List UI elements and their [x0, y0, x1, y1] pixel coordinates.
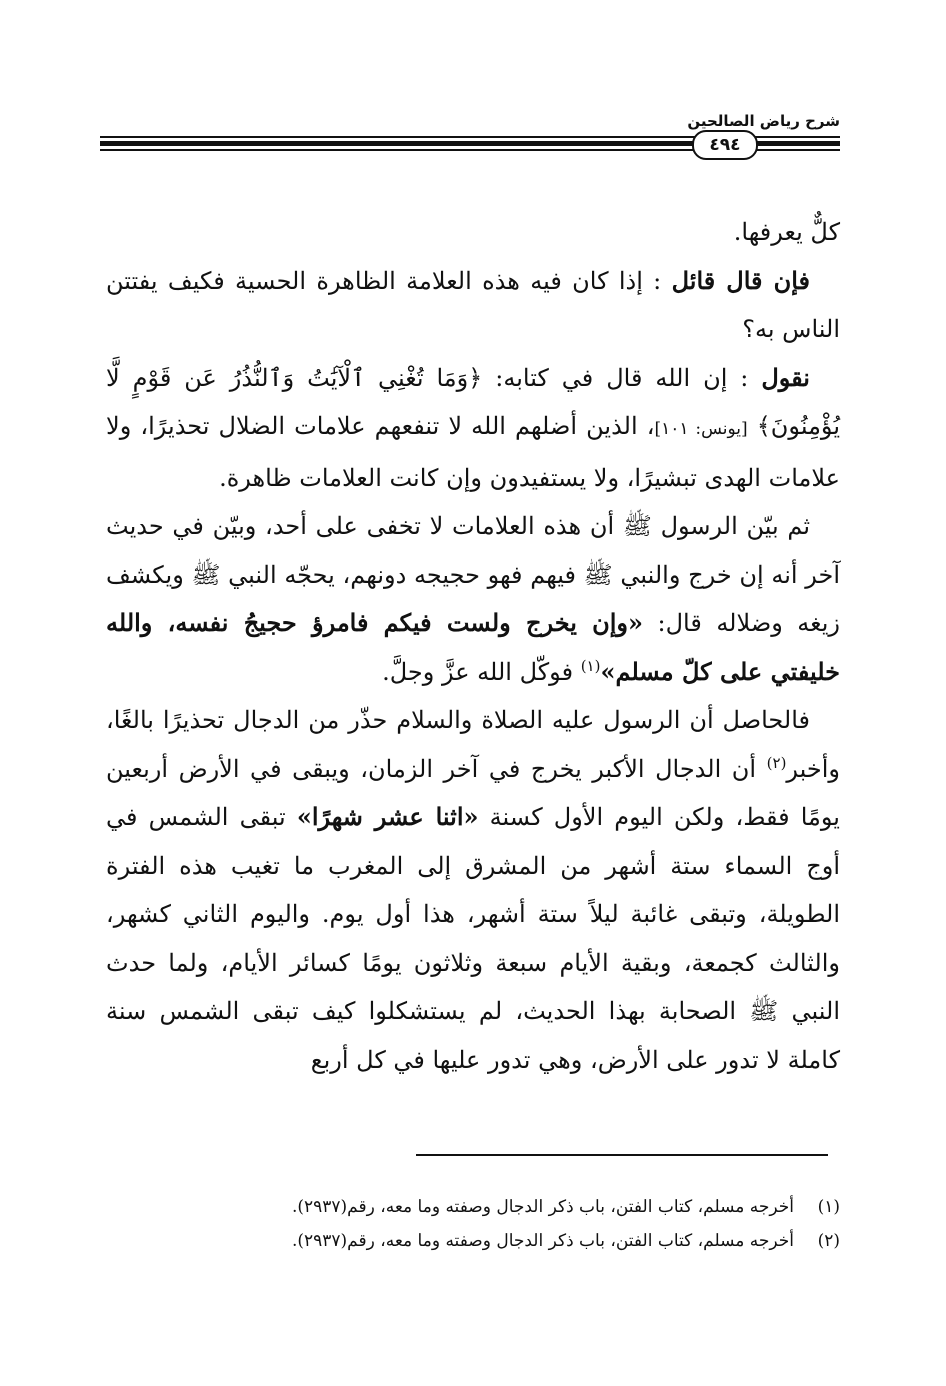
- paragraph-4-text-b: فوكّل الله عزَّ وجلَّ.: [382, 657, 574, 686]
- paragraph-5: [106, 696, 840, 1084]
- paragraph-5-text-c: تبقى الشمس في أوج السماء ستة أشهر من المشرق إلى المغرب ما تغيب هذه الفترة الطويلة، وتبقى غائبة ليلاً ستة أشهر، هذا أول يوم. واليوم الثاني كشهر، والثالث كجمعة، وبقية الأيام سبعة وثلاثون يومًا كسائر الأيام، ولما حدث النبي ﷺ الصحابة بهذا الحديث، لم يستشكلوا كيف تبقى الشمس سنة كاملة لا تدور على الأرض، وهي تدور عليها في كل أربع: [106, 803, 841, 1074]
- footnote-marker-1: (١): [580, 656, 601, 675]
- paragraph-3-lead: نقول: [761, 362, 810, 392]
- paragraph-2-text: : إذا كان فيه هذه العلامة الظاهرة الحسية فكيف يفتتن الناس به؟: [106, 266, 840, 343]
- paragraph-5-text-a: فالحاصل أن الرسول عليه الصلاة والسلام حذّر من الدجال تحذيرًا بالغًا، وأخبر: [106, 706, 840, 783]
- footnotes: [106, 1190, 840, 1258]
- body-text: [106, 208, 840, 1084]
- paragraph-2-lead: فإن قال قائل: [671, 265, 810, 295]
- hadith-quote-1: «وإن يخرج ولست فيكم فامرؤ حجيجُ نفسه، والله خليفتي على كلّ مسلم»: [106, 608, 840, 686]
- footnote-1-text: أخرجه مسلم، كتاب الفتن، باب ذكر الدجال وصفته وما معه، رقم(٢٩٣٧).: [291, 1197, 794, 1217]
- running-title: شرح رياض الصالحين: [687, 112, 840, 130]
- footnote-divider: [416, 1154, 828, 1156]
- page-header: [100, 108, 840, 158]
- paragraph-4-text-a: ثم بيّن الرسول ﷺ أن هذه العلامات لا تخفى على أحد، وبيّن في حديث آخر أنه إن خرج والنبي ﷺ فيهم فهو حجيجه دونهم، يحجّه النبي ﷺ ويكشف زيغه وضلاله قال:: [106, 512, 841, 637]
- paragraph-4: [106, 502, 840, 696]
- footnote-2: [106, 1224, 840, 1258]
- hadith-quote-2: «اثنا عشر شهرًا»: [296, 802, 479, 831]
- footnote-2-number: (٢): [817, 1231, 840, 1251]
- paragraph-5-text-b: أن الدجال الأكبر يخرج في آخر الزمان، ويبقى في الأرض أربعين يومًا فقط، ولكن اليوم الأول كسنة: [106, 754, 840, 831]
- paragraph-3: [106, 354, 840, 503]
- footnote-1-number: (١): [817, 1197, 840, 1217]
- paragraph-2: [106, 257, 840, 354]
- paragraph-3-quran: : إن الله قال في كتابه: ﴿وَمَا تُغْنِي ٱلْآيَٰتُ وَٱلنُّذُرُ عَن قَوْمٍ لَّا يُؤْمِنُونَ﴾: [106, 363, 840, 440]
- footnote-2-text: أخرجه مسلم، كتاب الفتن، باب ذكر الدجال وصفته وما معه، رقم(٢٩٣٧).: [291, 1231, 794, 1251]
- paragraph-1: كلٌّ يعرفها.: [733, 218, 840, 246]
- footnote-marker-2: (٢): [766, 753, 787, 772]
- page-number: ٤٩٤: [692, 130, 758, 160]
- paragraph-3-text: ، الذين أضلهم الله لا تنفعهم علامات الضلال تحذيرًا، ولا علامات الهدى تبشيرًا، ولا يستفيدون وإن كانت العلامات ظاهرة.: [106, 412, 840, 492]
- quran-reference: [يونس: ١٠١]: [654, 419, 748, 439]
- footnote-1: [106, 1190, 840, 1224]
